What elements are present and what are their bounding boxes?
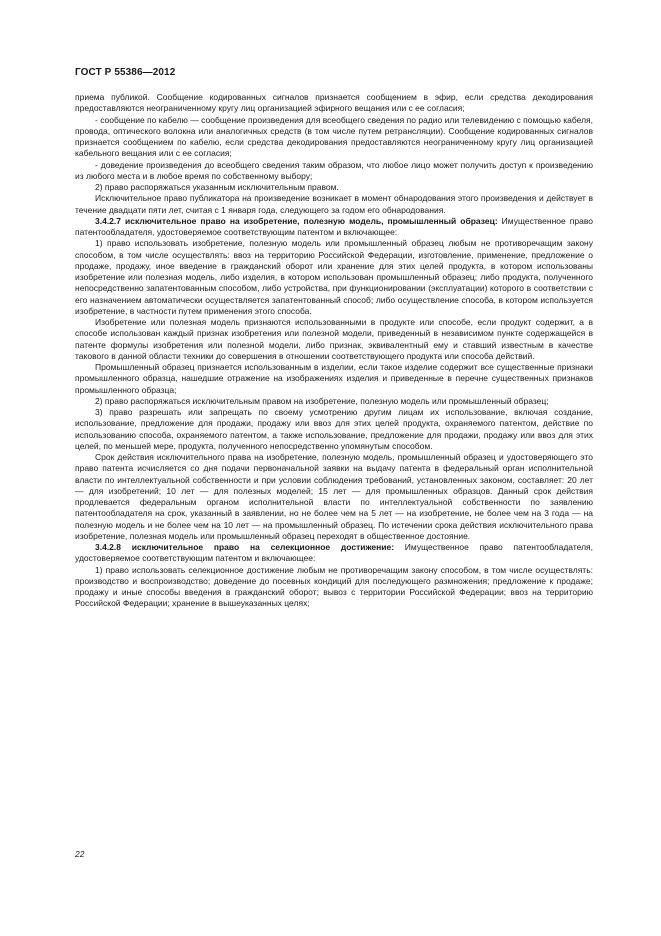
paragraph-8: Изобретение или полезная модель признаются использованными в продукте или способе, если продукт содержит, а в способе использован каждый признак изобретения или полезной модели, приведенный в независимом пункте содержащейся в патенте формулы изобретения или полезной модели, либо признак, эквивалентный ему и ставший известным в качестве такового в данной области техники до совершения в отношении соответствующего продукта или способа действий. [75, 317, 593, 361]
paragraph-4: 2) право распоряжаться указанным исключительным правом. [95, 182, 339, 192]
section-3-4-2-7-heading: 3.4.2.7 исключительное право на изобретение, полезную модель, промышленный образец: [95, 215, 498, 226]
paragraph-2: - сообщение по кабелю — сообщение произведения для всеобщего сведения по радио или телевидению с помощью кабеля, провода, оптического волокна или аналогичных средств (в том числе путем ретрансляции). Сообщение кодированных сигналов признается сообщением по кабелю, если средства декодирования предоставляются неограниченному кругу лиц организацией кабельного вещания или с ее согласия; [75, 114, 593, 159]
paragraph-3: - доведение произведения до всеобщего сведения таким образом, что любое лицо может получить доступ к произведению из любого места и в любое время по собственному выбору; [75, 159, 593, 181]
paragraph-12: Срок действия исключительного права на изобретение, полезную модель, промышленный образец и удостоверяющего это право патента исчисляется со дня подачи первоначальной заявки на выдачу патента в федеральный орган исполнительной власти по интеллектуальной собственности и при условии соблюдения требований, установленных законом, составляет: 20 лет — для изобретений; 10 лет — для полезных моделей; 15 лет — для промышленных образцов. Данный срок действия продлевается федеральным органом исполнительной власти по интеллектуальной собственности по заявлению патентообладателя на срок, указанный в заявлении, но не более чем на 5 лет — на изобретение, не более чем на 3 года — на полезную модель и не более чем на 10 лет — на промышленный образец. По истечении срока действия исключительного права изобретение, полезная модель или промышленный образец переходят в общественное достояние. [75, 452, 593, 541]
document-body [75, 92, 593, 610]
page-number: 22 [75, 849, 85, 859]
paragraph-14: 1) право использовать селекционное достижение любым не противоречащим закону способом, в том числе осуществлять: производство и воспроизводство; доведение до посевных кондиций для последующего размножения; предложение к продаже; продажу и иные способы введения в гражданский оборот; вывоз с территории Российской Федерации; ввоз на территорию Российской Федерации; хранение в вышеуказанных целях; [75, 564, 593, 609]
section-3-4-2-8-heading: 3.4.2.8 исключительное право на селекционное достижение: [95, 542, 395, 552]
section-3-4-2-7-text: Имущественное право патентообладателя, удостоверяемое соответствующим патентом и включающее: [75, 215, 593, 237]
paragraph-10: 2) право распоряжаться исключительным правом на изобретение, полезную модель или промышленный образец; [95, 395, 549, 406]
paragraph-9: Промышленный образец признается использованным в изделии, если такое изделие содержит все существенные признаки промышленного образца, нашедшие отражение на изображениях изделия и приведенные в перечне существенных признаков промышленного образца; [75, 362, 593, 395]
paragraph-5: Исключительное право публикатора на произведение возникает в момент обнародования этого произведения и действует в течение двадцати пяти лет, считая с 1 января года, следующего за годом его обнародования. [75, 193, 593, 215]
section-3-4-2-7 [75, 216, 593, 239]
section-3-4-2-8 [75, 542, 593, 565]
paragraph-11: 3) право разрешать или запрещать по своему усмотрению другим лицам их использование, включая создание, использование, предложение для продажи, продажу или ввоз для этих целей продукта, охраняемого патентом, действие по использованию способа, охраняемого патентом, а также использование, предложение для продажи, продажу или ввоз для этих целей, по меньшей мере, продукта, полученного непосредственно упомянутым способом. [75, 407, 593, 451]
section-3-4-2-8-text: Имущественное право патентообладателя, удостоверяемое соответствующим патентом и включающее: [75, 542, 593, 564]
paragraph-1: приема публикой. Сообщение кодированных сигналов признается сообщением в эфир, если средства декодирования предоставляются неограниченному кругу лиц организацией эфирного вещания или с ее согласия; [75, 92, 593, 114]
document-header: ГОСТ Р 55386—2012 [75, 67, 176, 78]
paragraph-7: 1) право использовать изобретение, полезную модель или промышленный образец любым не противоречащим закону способом, в том числе осуществлять: ввоз на территорию Российской Федерации, изготовление, применение, предложение о продаже, продажу, иное введение в гражданский оборот или хранение для этих целей продукта, в котором использованы изобретение или полезная модель, либо изделия, в котором использован промышленный образец; либо продукта, полученного непосредственно запатентованным способом, либо устройства, при функционировании (эксплуатации) которого в соответствии с его назначением автоматически осуществляется запатентованный способ; либо осуществление способа, в котором используется изобретение, в частности путем применения этого способа. [75, 238, 593, 316]
